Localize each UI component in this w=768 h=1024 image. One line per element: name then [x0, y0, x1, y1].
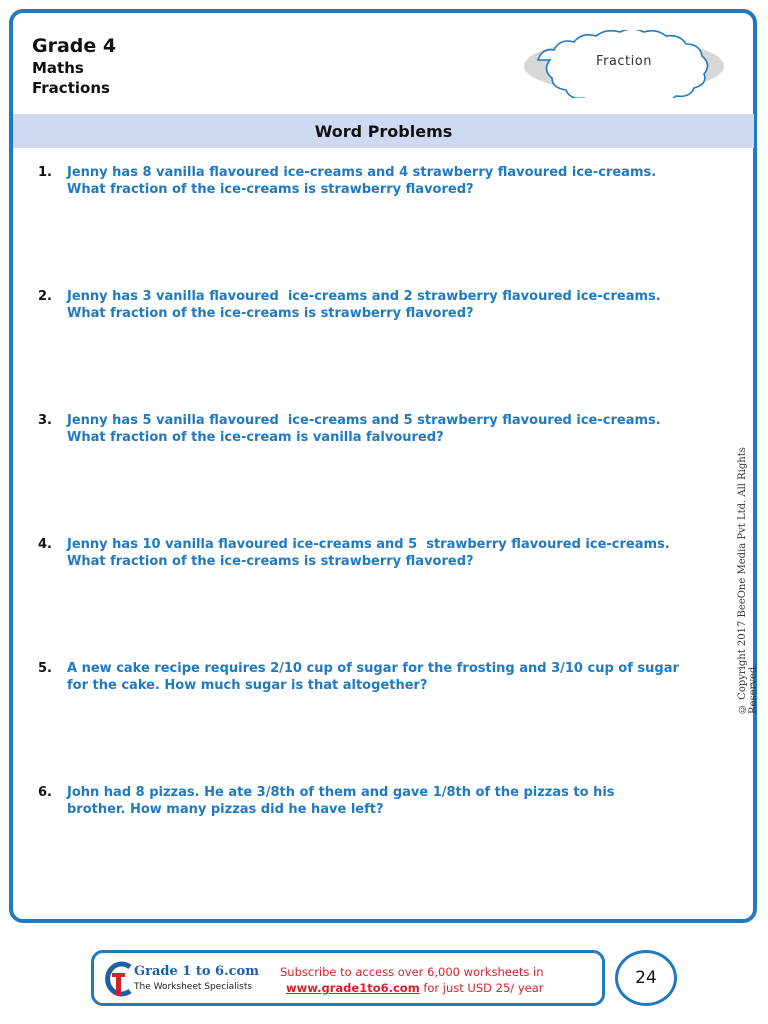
- copyright-notice: © Copyright 2017 BeeOne Media Pvt Ltd. All Rights Reserved.: [737, 447, 759, 714]
- price-text: for just USD 25/ year: [423, 981, 544, 995]
- section-title-band: [13, 114, 754, 148]
- grade-title: Grade 4: [32, 35, 117, 57]
- problem-text: John had 8 pizzas. He ate 3/8th of them and gave 1/8th of the pizzas to his brother. How many pizzas did he have left?: [67, 785, 615, 817]
- problem-text: Jenny has 8 vanilla flavoured ice-creams and 4 strawberry flavoured ice-creams. What fraction of the ice-creams is strawberry flavored?: [67, 165, 657, 197]
- problem-number: 3.: [38, 413, 52, 428]
- logo-icon: [102, 959, 136, 999]
- logo-tagline: The Worksheet Specialists: [134, 982, 253, 992]
- site-link[interactable]: www.grade1to6.com: [286, 981, 420, 995]
- topic-badge-label: Fraction: [596, 54, 652, 69]
- topic-label: Fractions: [32, 79, 110, 97]
- problem-text: A new cake recipe requires 2/10 cup of sugar for the frosting and 3/10 cup of sugar for the cake. How much sugar is that altogether?: [67, 661, 679, 693]
- subject-label: Maths: [32, 59, 84, 77]
- problem-number: 1.: [38, 165, 52, 180]
- problem-text: Jenny has 3 vanilla flavoured ice-creams and 2 strawberry flavoured ice-creams. What fraction of the ice-creams is strawberry flavored?: [67, 289, 661, 321]
- worksheet-header: [32, 34, 116, 98]
- problem-number: 6.: [38, 785, 52, 800]
- page-number: 24: [615, 950, 677, 1006]
- problem-number: 5.: [38, 661, 52, 676]
- section-title: Word Problems: [314, 121, 453, 141]
- footer-banner: [91, 950, 605, 1006]
- problem-number: 2.: [38, 289, 52, 304]
- logo-name: Grade 1 to 6.com: [134, 964, 259, 979]
- subscribe-text: Subscribe to access over 6,000 worksheets in: [280, 965, 544, 979]
- problem-text: Jenny has 10 vanilla flavoured ice-creams and 5 strawberry flavoured ice-creams. What fraction of the ice-creams is strawberry flavored?: [67, 537, 670, 569]
- subscribe-line: [286, 981, 543, 995]
- topic-cloud-badge: [518, 30, 730, 98]
- problem-number: 4.: [38, 537, 52, 552]
- problem-text: Jenny has 5 vanilla flavoured ice-creams and 5 strawberry flavoured ice-creams. What fraction of the ice-cream is vanilla falvoured?: [67, 413, 661, 445]
